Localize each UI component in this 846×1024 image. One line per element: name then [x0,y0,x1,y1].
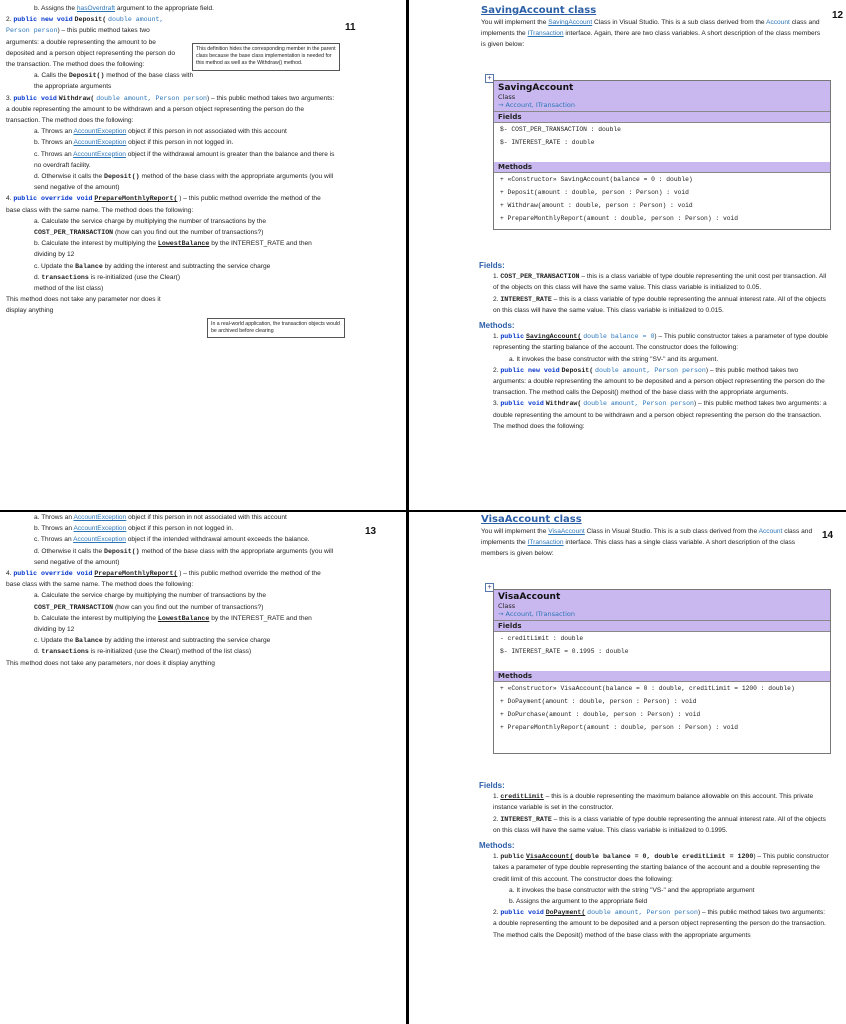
list-item: b. Calculate the interest by multiplying the LowestBalance by the INTEREST_RATE and then dividing by 12 [34,240,312,259]
field-row: $- COST_PER_TRANSACTION : double [500,126,621,133]
list-item: 2. INTEREST_RATE – this is a class variable of type double representing the annual interest rate. All of the objects on this class will have the same value. This class variable is initialized to 0.015. [493,295,826,314]
list-item: a. Calls the Deposit() method of the base class with the appropriate arguments [34,72,194,91]
page-13 [0,512,406,1024]
page-title: VisaAccount class [481,514,582,525]
page-number: 12 [832,10,844,21]
list-item: c. Update the Balance by adding the interest and subtracting the service charge [34,637,271,645]
list-item: 3. public void Withdraw( double amount, Person person) – this public method takes two arguments: a double representing the amount to be withdrawn and a person object representing the person do the transaction. The method does the following: [493,400,827,430]
list-item: c. Throws an AccountException object if the withdrawal amount is greater than the balance and there is no overdraft facility. [34,150,335,169]
list-item: 1. creditLimit – this is a double representing the maximum balance allowable on this account. This private instance variable is set in the constructor. [493,793,814,812]
list-item: d. transactions is re-initialized (use the Clear() method of the list class) [34,273,181,293]
list-item: 2. public void DoPayment( double amount, Person person) – this public method takes two arguments: a double representing the amount to be deposited and a person object representing the person do the transaction. The method calls the Deposit() method of the base class with the appropriate arguments [493,909,826,939]
class-diagram [493,589,831,754]
method-row: + Withdraw(amount : double, person : Person) : void [500,202,693,209]
list-item: a. Calculate the service charge by multiplying the number of transactions by the COST_PER_TRANSACTION (how can you find out the number of transactions?) [34,592,267,611]
method-row: + PrepareMonthlyReport(amount : double, person : Person) : void [500,215,739,222]
list-item: 1. public VisaAccount( double balance = 0, double creditLimit = 1200) – This public constructor takes a parameter of type double representing the starting balance of the account and a double representing the credit limit of this account. The constructor does the following: [493,853,829,883]
page-11 [0,0,406,510]
list-item: 1. COST_PER_TRANSACTION – this is a class variable of type double representing the unit cost per transaction. All of the objects on this class will have the same value. This class variable is initialized to 0.05. [493,273,827,292]
page-body [479,260,829,432]
list-item: a. Throws an AccountException object if this person in not associated with this account [34,514,287,521]
field-row: $- INTEREST_RATE = 0.1995 : double [500,648,629,655]
list-item: 2. public new void Deposit( double amount, Person person) – this public method takes two arguments: a double representing the amount to be deposited and a person object representing the person do the transaction. The method does the following: [6,16,175,69]
methods-section: Methods [494,671,830,682]
fields-heading: Fields: [479,781,505,790]
method-row: + PrepareMonthlyReport(amount : double, person : Person) : void [500,724,739,731]
list-item: a. It invokes the base constructor with the string "SV-" and its argument. [509,355,719,363]
page-14 [409,512,846,1024]
intro-paragraph: You will implement the VisaAccount Class in Visual Studio. This is a sub class derived from the Account class and implements the ITransaction interface. This class has a single class variable. A short description of the class members is given below: [481,528,813,558]
fields-heading: Fields: [479,261,505,270]
fields-section: Fields [494,621,830,632]
list-item: a. Calculate the service charge by multiplying the number of transactions by the COST_PER_TRANSACTION (how can you find out the number of transactions?) [34,217,267,237]
list-item: b. Assigns the hasOverdraft argument to the appropriate field. [34,5,214,12]
methods-section: Methods [494,162,830,173]
intro-paragraph: You will implement the SavingAccount Class in Visual Studio. This is a sub class derived from the Account class and implements the ITransaction interface. Again, there are two class variables. A short description of the class members is given below: [481,19,821,49]
method-row: + «Constructor» VisaAccount(balance = 0 : double, creditLimit = 1200 : double) [500,685,795,692]
page-number: 14 [822,530,834,541]
list-item: a. It invokes the base constructor with the string "VS-" and the appropriate argument [509,886,755,894]
class-header: SavingAccount Class → Account, ITransaction [494,81,830,112]
methods-heading: Methods: [479,321,515,331]
page-body [479,780,829,941]
list-item: b. Throws an AccountException object if this person in not logged in. [34,525,234,533]
list-item: b. Throws an AccountException object if this person in not logged in. [34,139,234,147]
field-row: - creditLimit : double [500,635,584,642]
list-item: c. Update the Balance by adding the interest and subtracting the service charge [34,262,271,270]
methods-heading: Methods: [479,841,515,851]
list-item: d. Otherwise it calls the Deposit() method of the base class with the appropriate arguments (you will send negative of the amount) [34,547,334,566]
list-item: 1. public SavingAccount( double balance = 0) – This public constructor takes a parameter of type double representing the starting balance of the account. The constructor does the following: [493,333,829,352]
field-row: $- INTEREST_RATE : double [500,139,595,146]
list-item: d. transactions is re-initialized (use the Clear() method of the list class) [34,648,252,656]
page-number: 11 [345,22,356,33]
expand-icon[interactable]: + [485,74,494,83]
method-row: + DoPurchase(amount : double, person : Person) : void [500,711,701,718]
page-title: SavingAccount class [481,5,597,16]
list-item: d. Otherwise it calls the Deposit() method of the base class with the appropriate arguments (you will send negative of the amount) [34,173,334,192]
comment-note: In a real-world application, the transaction objects would be archived before clearing [207,318,345,338]
page-12 [409,0,846,510]
expand-icon[interactable]: + [485,583,494,592]
class-diagram [493,80,831,230]
page-body [6,512,336,669]
list-item: 2. INTEREST_RATE – this is a class variable of type double representing the annual interest rate. All of the objects on this class will have the same value. This class variable is initialized to 0.1995. [493,815,826,834]
list-item: 4. public override void PrepareMonthlyReport( ) – this public method override the method of the base class with the same name. The method does the following: [6,195,321,214]
method-row: + DoPayment(amount : double, person : Person) : void [500,698,697,705]
class-header: VisaAccount Class → Account, ITransaction [494,590,830,621]
paragraph: This method does not take any parameters, nor does it display anything [6,659,215,667]
list-item: 2. public new void Deposit( double amount, Person person) – this public method takes two arguments: a double representing the amount to be deposited and a person object representing the person do the transaction. The method calls the Deposit() method of the base class with the appropriate arguments. [493,366,825,397]
list-item: b. Assigns the argument to the appropriate field [509,898,648,906]
method-row: + «Constructor» SavingAccount(balance = 0 : double) [500,176,693,183]
method-row: + Deposit(amount : double, person : Person) : void [500,189,689,196]
list-item: a. Throws an AccountException object if this person in not associated with this account [34,128,287,136]
fields-section: Fields [494,112,830,123]
list-item: 4. public override void PrepareMonthlyReport( ) – this public method override the method of the base class with the same name. The method does the following: [6,570,321,589]
list-item: b. Calculate the interest by multiplying the LowestBalance by the INTEREST_RATE and then dividing by 12 [34,614,312,634]
paragraph: This method does not take any parameter nor does it display anything [6,296,161,315]
page-number: 13 [365,526,377,537]
list-item: c. Throws an AccountException object if the intended withdrawal amount exceeds the balance. [34,536,310,544]
comment-note: This definition hides the corresponding member in the parent class because the base class implementation is needed for this method as well as the Withdraw() method. [192,43,340,71]
list-item: 3. public void Withdraw( double amount, Person person) – this public method takes two arguments: a double representing the amount to be withdrawn and a person object representing the person do the transaction. The method does the following: [6,94,335,125]
